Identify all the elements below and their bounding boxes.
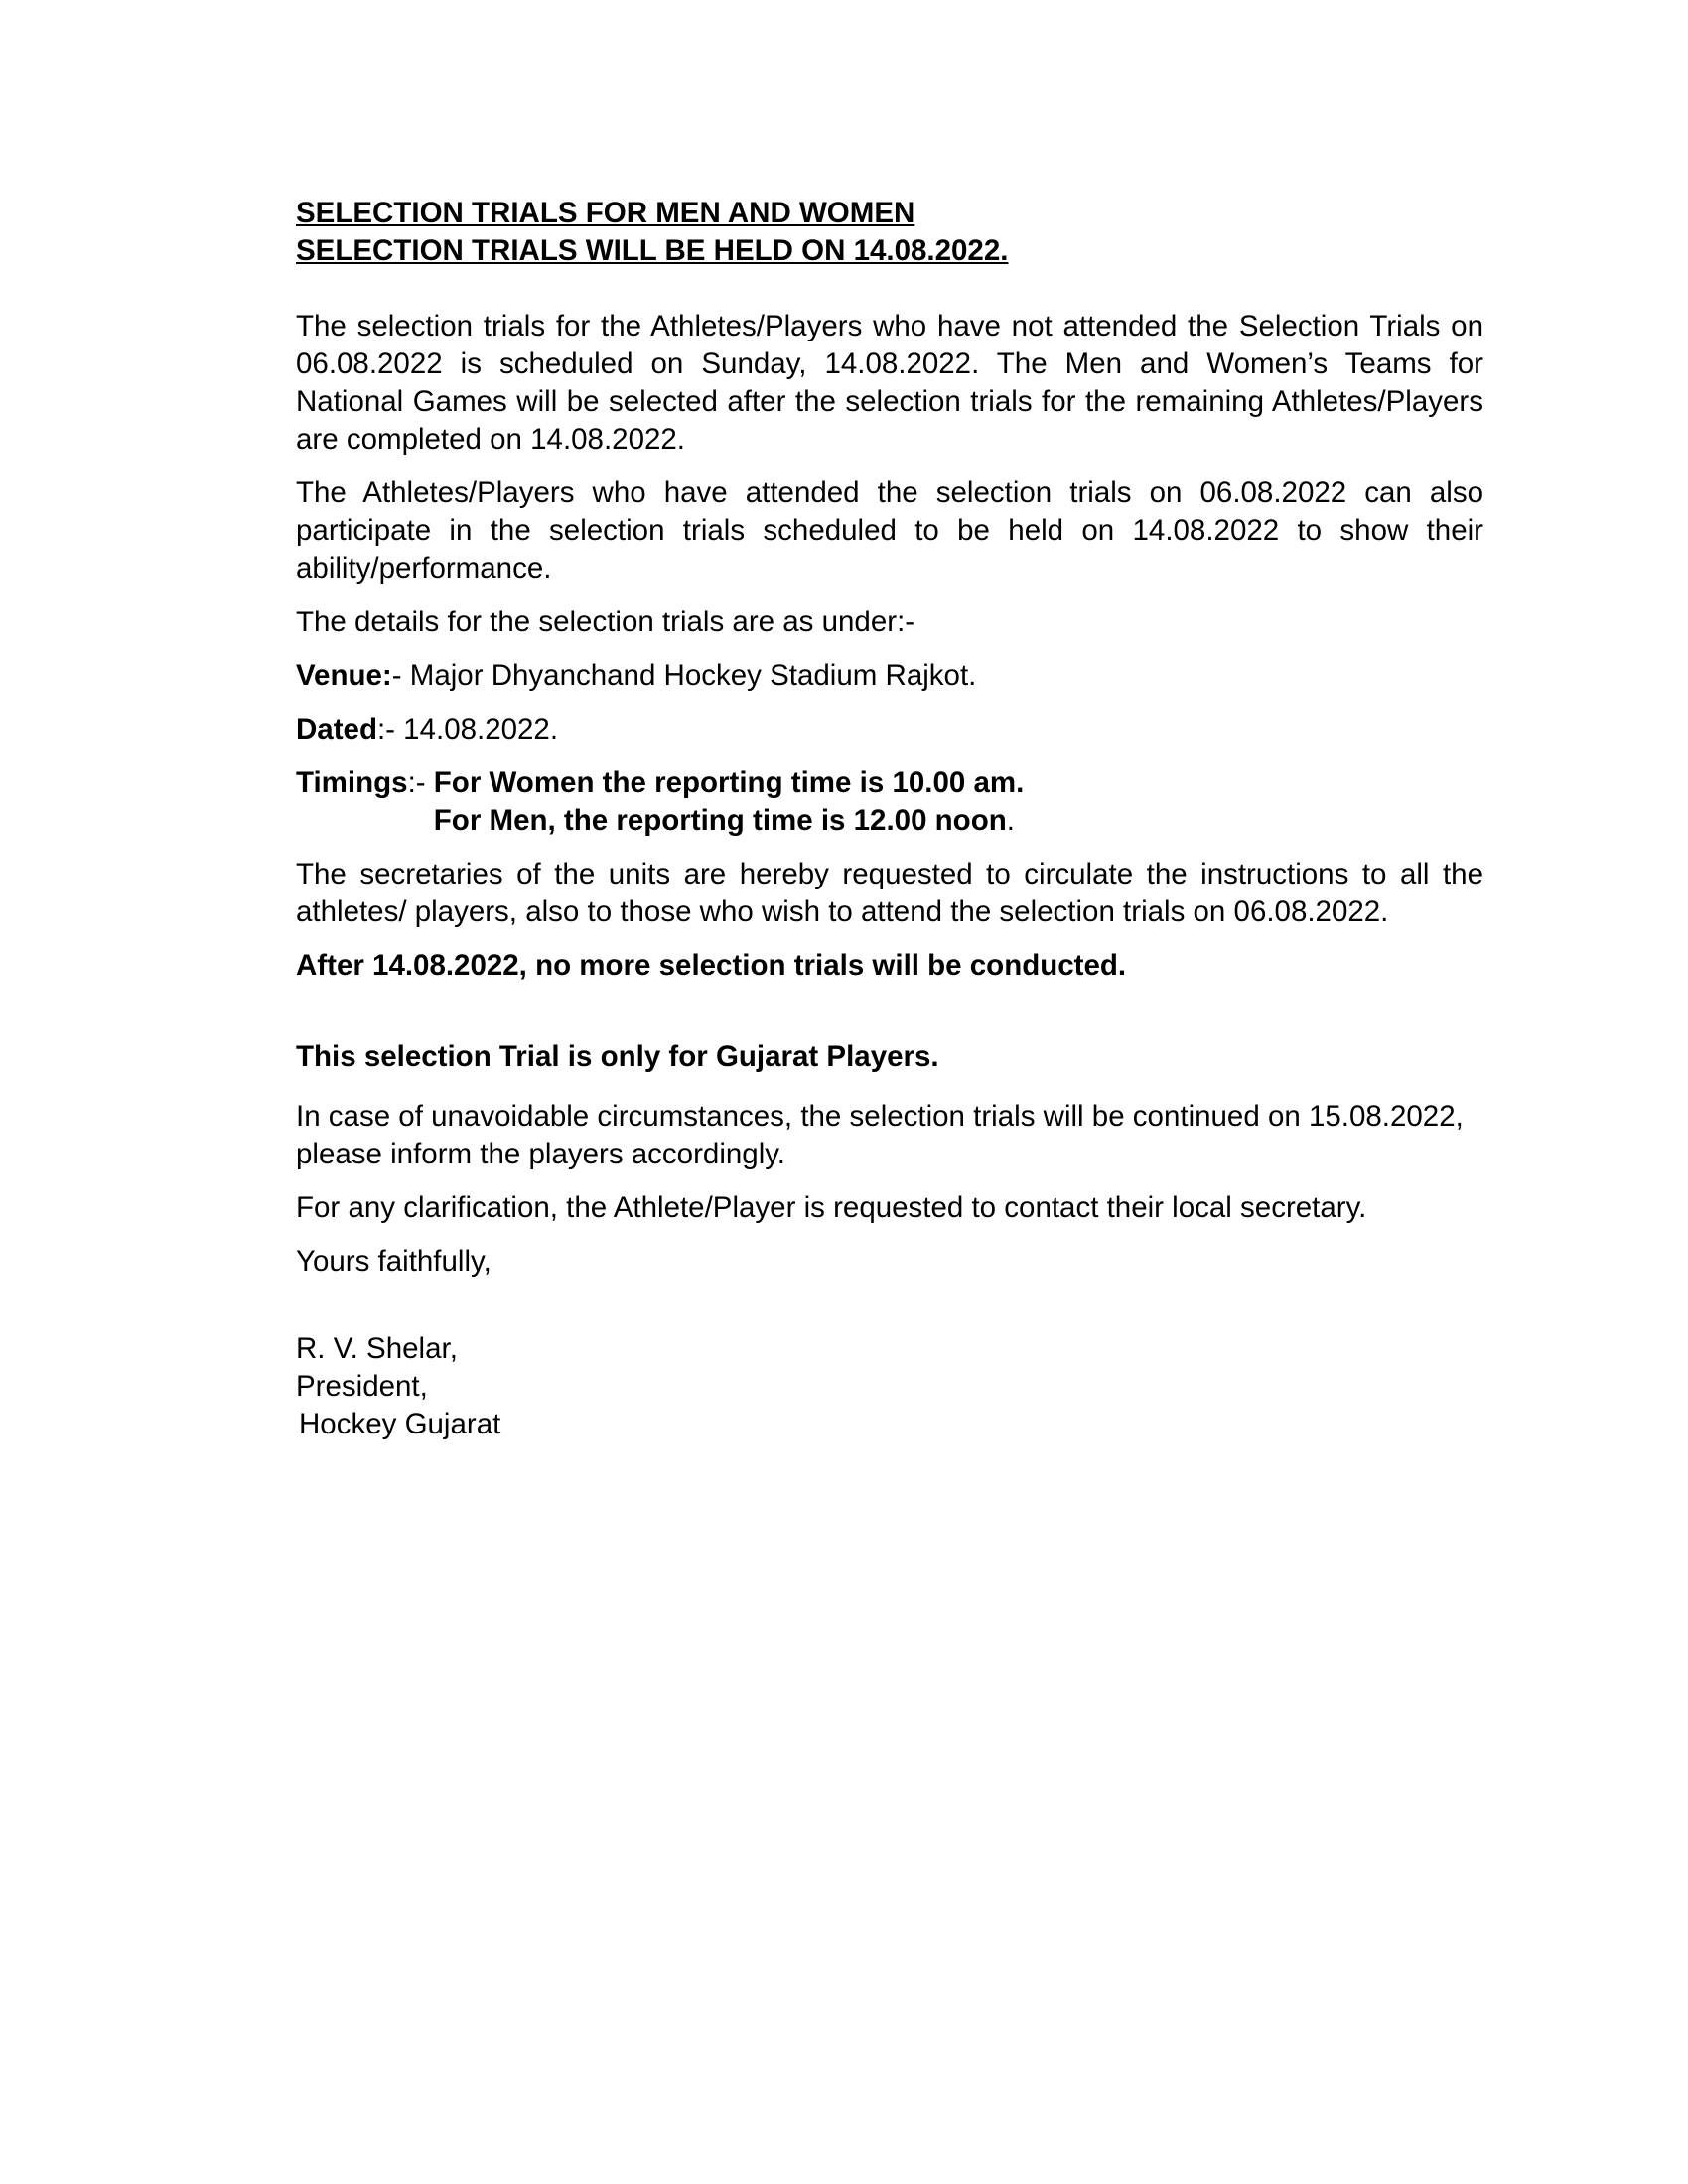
paragraph-details-intro: The details for the selection trials are as under:- [296,606,915,638]
dated-label: Dated [296,713,377,746]
venue-line [296,657,1483,695]
timings-label-group [296,764,434,840]
timing-men-line [434,802,1025,840]
timings-lines [434,764,1025,840]
paragraph-schedule: The selection trials for the Athletes/Players who have not attended the Selection Trials on 06.08.2022 is scheduled on Sunday, 14.08.2022. The Men and Women’s Teams for National Games will be selected after the selection trials for the remaining Athletes/Players are completed on 14.08.2022. [296,310,1483,456]
paragraph-secretaries: The secretaries of the units are hereby requested to circulate the instructions to all the athletes/ players, also to those who wish to attend the selection trials on 06.08.2022. [296,858,1483,928]
timing-men: For Men, the reporting time is 12.00 noon [433,804,1007,837]
document-page [296,195,1483,1443]
dated-line [296,711,1483,749]
timings-block [296,764,1483,840]
timings-separator: :- [407,766,434,799]
signature-title: President, [296,1370,428,1403]
paragraph-previous-attendees: The Athletes/Players who have attended the selection trials on 06.08.2022 can also participate in the selection trials scheduled to be held on 14.08.2022 to show their ability/performance. [296,477,1483,585]
venue-value: - Major Dhyanchand Hockey Stadium Rajkot. [391,659,977,692]
paragraph-unavoidable: In case of unavoidable circumstances, the selection trials will be continued on 15.08.2022, please inform the players accordingly. [296,1100,1464,1170]
signature-block [296,1330,1483,1443]
heading-spacer [296,270,1483,308]
dated-value: :- 14.08.2022. [376,713,559,746]
timing-men-end: . [1006,804,1015,837]
signature-org: Hockey Gujarat [299,1408,501,1440]
heading-line-1: SELECTION TRIALS FOR MEN AND WOMEN [296,197,915,229]
closing-line: Yours faithfully, [296,1245,492,1278]
heading-line-2: SELECTION TRIALS WILL BE HELD ON 14.08.2022. [296,234,1009,267]
venue-label: Venue: [296,659,392,692]
timings-label: Timings [296,766,408,799]
notice-spacer [296,1001,1483,1038]
signature-name: R. V. Shelar, [296,1332,458,1365]
paragraph-clarification: For any clarification, the Athlete/Player is requested to contact their local secretary. [296,1191,1367,1224]
timing-women: For Women the reporting time is 10.00 am. [433,766,1025,799]
notice-no-more-trials: After 14.08.2022, no more selection trials will be conducted. [296,949,1127,982]
notice-gujarat-only: This selection Trial is only for Gujarat Players. [296,1040,939,1073]
